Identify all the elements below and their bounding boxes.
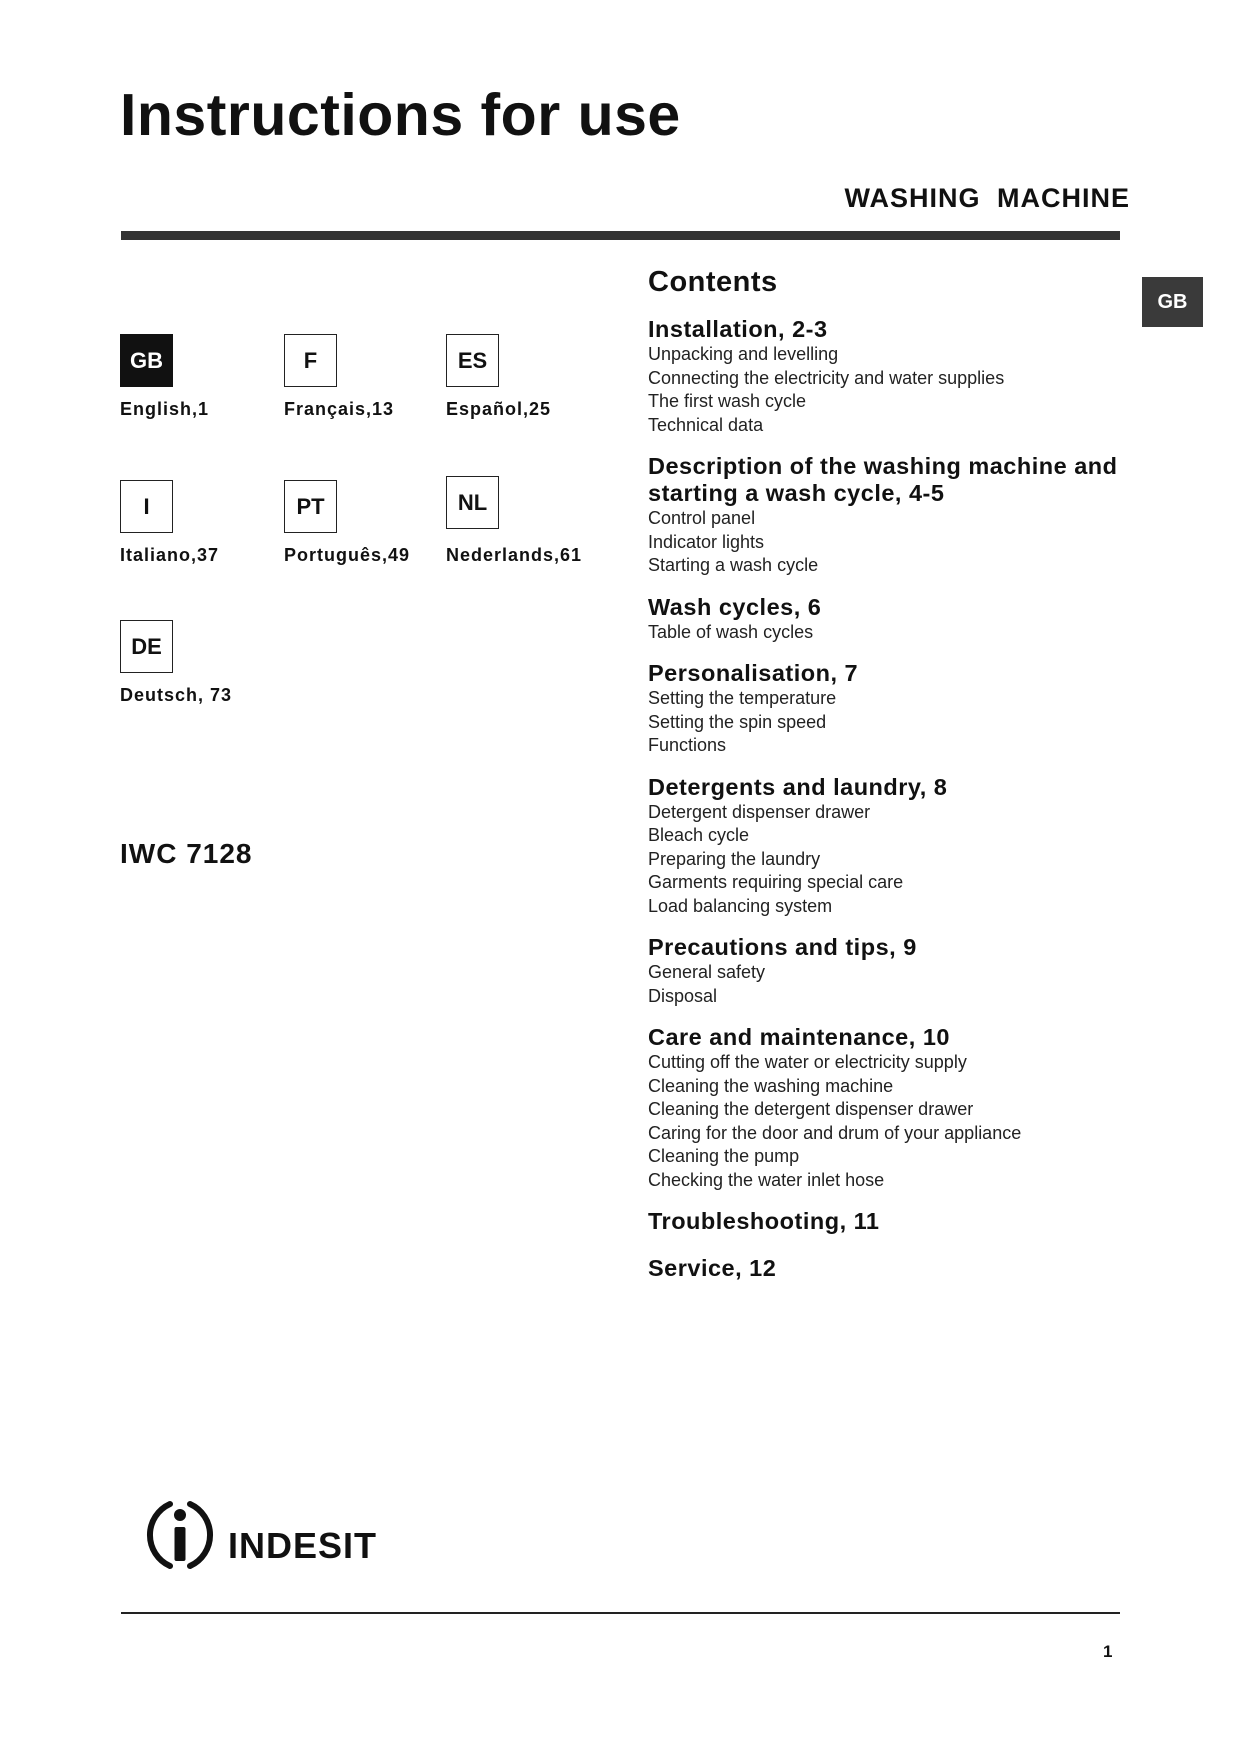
toc-section-troubleshooting	[648, 1208, 1118, 1235]
page-title: Instructions for use	[120, 82, 681, 148]
language-pt[interactable]	[284, 480, 454, 566]
toc-section-heading[interactable]: Care and maintenance, 10	[648, 1024, 950, 1050]
toc-item: General safety	[648, 962, 766, 982]
language-label: Italiano,37	[120, 545, 220, 565]
toc-item: Cleaning the washing machine	[648, 1075, 894, 1096]
toc-section-heading[interactable]: Troubleshooting, 11	[648, 1208, 880, 1234]
toc-section-heading[interactable]: Wash cycles, 6	[648, 593, 822, 620]
table-of-contents	[648, 266, 1118, 1298]
toc-item: Bleach cycle	[648, 825, 750, 845]
language-side-tab: GB	[1142, 277, 1203, 327]
toc-item: Load balancing system	[648, 895, 833, 916]
language-de[interactable]	[120, 620, 290, 706]
toc-item: Connecting the electricity and water supplies	[648, 367, 1005, 388]
toc-item: Caring for the door and drum of your appliance	[648, 1122, 1022, 1143]
contents-title: Contents	[648, 266, 778, 298]
toc-item: Control panel	[648, 508, 756, 528]
toc-section-heading[interactable]: Description of the washing machine and starting a wash cycle, 4-5	[648, 453, 1118, 506]
language-code-badge: ES	[446, 334, 499, 387]
page-number: 1	[1103, 1642, 1113, 1661]
toc-section-service	[648, 1255, 1118, 1282]
toc-item: Indicator lights	[648, 531, 765, 552]
language-gb[interactable]	[120, 334, 290, 420]
toc-item: Garments requiring special care	[648, 872, 904, 892]
language-label: Español,25	[446, 399, 552, 419]
language-code-badge: F	[284, 334, 337, 387]
toc-item: The first wash cycle	[648, 391, 807, 411]
toc-item: Cutting off the water or electricity supply	[648, 1052, 967, 1072]
language-label: English,1	[120, 399, 210, 419]
language-code-badge: PT	[284, 480, 337, 533]
toc-item: Setting the temperature	[648, 688, 837, 708]
language-code-badge: GB	[120, 334, 173, 387]
toc-section-precautions	[648, 934, 1118, 1008]
language-nl[interactable]	[446, 476, 616, 566]
language-code-badge: I	[120, 480, 173, 533]
toc-item: Cleaning the pump	[648, 1146, 800, 1166]
toc-section-heading[interactable]: Service, 12	[648, 1255, 777, 1281]
toc-section-detergents	[648, 774, 1118, 919]
language-i[interactable]	[120, 480, 290, 566]
toc-item: Functions	[648, 735, 727, 755]
language-label: Nederlands,61	[446, 545, 583, 565]
toc-item: Checking the water inlet hose	[648, 1169, 885, 1190]
model-number: IWC 7128	[120, 838, 253, 869]
toc-section-description	[648, 453, 1118, 578]
language-f[interactable]	[284, 334, 454, 420]
header-divider	[121, 231, 1120, 240]
language-label: Português,49	[284, 545, 411, 565]
language-label: Deutsch, 73	[120, 685, 233, 705]
toc-item: Starting a wash cycle	[648, 555, 819, 575]
toc-item: Table of wash cycles	[648, 621, 814, 642]
product-type: WASHING MACHINE	[844, 183, 1130, 213]
toc-section-care	[648, 1024, 1118, 1192]
toc-section-heading[interactable]: Precautions and tips, 9	[648, 934, 917, 960]
toc-item: Preparing the laundry	[648, 848, 821, 869]
toc-item: Technical data	[648, 414, 764, 435]
toc-section-wash-cycles	[648, 594, 1118, 645]
toc-section-installation	[648, 316, 1118, 437]
toc-item: Setting the spin speed	[648, 711, 827, 732]
language-code-badge: NL	[446, 476, 499, 529]
toc-section-personalisation	[648, 660, 1118, 758]
language-es[interactable]	[446, 334, 616, 420]
footer-divider	[121, 1612, 1120, 1614]
toc-item: Disposal	[648, 985, 718, 1006]
language-label: Français,13	[284, 399, 395, 419]
toc-item: Detergent dispenser drawer	[648, 801, 871, 822]
toc-item: Cleaning the detergent dispenser drawer	[648, 1099, 974, 1119]
brand-logo	[140, 1496, 440, 1574]
svg-text:indesit: indesit	[228, 1512, 378, 1570]
toc-section-heading[interactable]: Personalisation, 7	[648, 660, 859, 686]
language-code-badge: DE	[120, 620, 173, 673]
indesit-i-logo-icon	[140, 1496, 440, 1574]
toc-section-heading[interactable]: Detergents and laundry, 8	[648, 773, 948, 800]
toc-section-heading[interactable]: Installation, 2-3	[648, 316, 828, 342]
toc-item: Unpacking and levelling	[648, 344, 839, 364]
